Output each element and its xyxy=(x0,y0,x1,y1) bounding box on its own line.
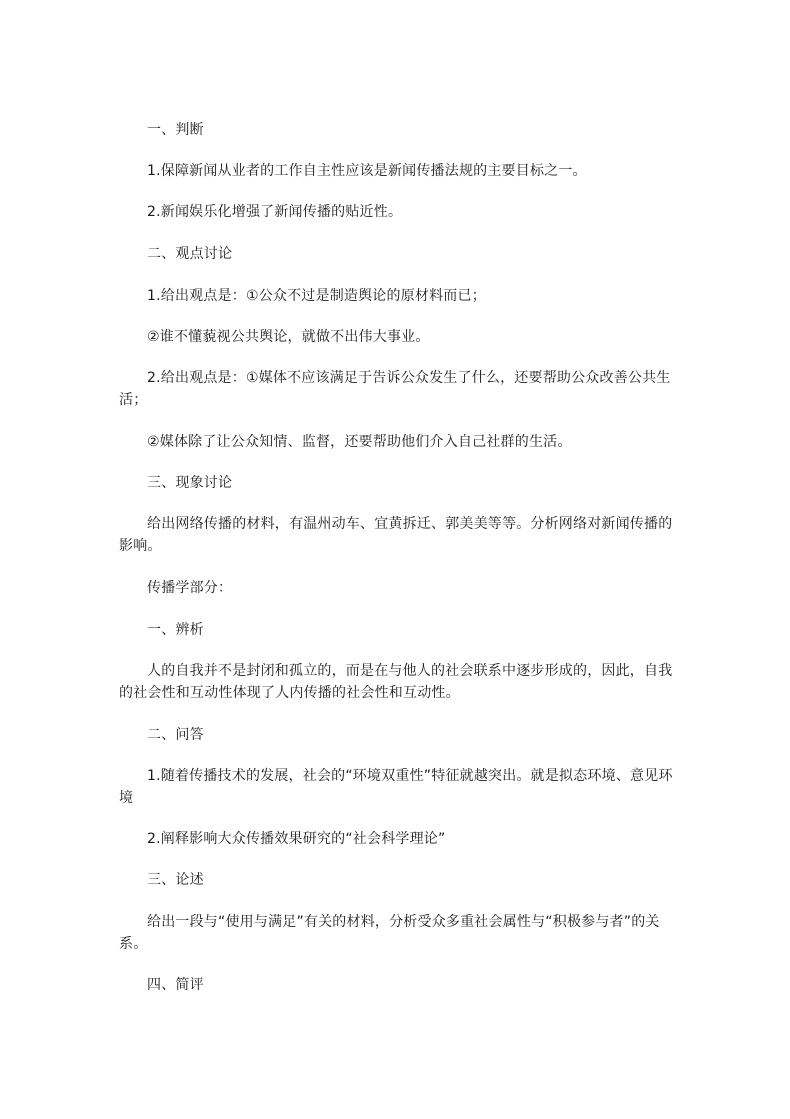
heading-viewpoint-discussion: 二、观点讨论 xyxy=(147,246,233,262)
paragraph: 1.随着传播技术的发展，社会的“环境双重性”特征就越突出。就是拟态环境、意见环境 xyxy=(119,768,673,806)
paragraph: 给出一段与“使用与满足”有关的材料，分析受众多重社会属性与“积极参与者”的关系。 xyxy=(119,914,660,952)
heading-judgment: 一、判断 xyxy=(147,122,204,138)
heading-phenomenon-discussion: 三、现象讨论 xyxy=(147,475,233,491)
paragraph: 1.给出观点是：①公众不过是制造舆论的原材料而已； xyxy=(147,288,486,304)
paragraph: ②媒体除了让公众知情、监督，还要帮助他们介入自己社群的生活。 xyxy=(147,434,572,450)
paragraph: 人的自我并不是封闭和孤立的，而是在与他人的社会联系中逐步形成的，因此，自我的社会性和互动性体现了人内传播的社会性和互动性。 xyxy=(119,663,673,701)
paragraph: 2.给出观点是：①媒体不应该满足于告诉公众发生了什么，还要帮助公众改善公共生活； xyxy=(119,370,671,408)
paragraph: 2.新闻娱乐化增强了新闻传播的贴近性。 xyxy=(147,204,403,220)
paragraph: ②谁不懂藐视公共舆论，就做不出伟大事业。 xyxy=(147,329,430,345)
paragraph: 1.保障新闻从业者的工作自主性应该是新闻传播法规的主要目标之一。 xyxy=(147,163,587,179)
heading-brief-review: 四、简评 xyxy=(147,977,204,993)
heading-analysis: 一、辨析 xyxy=(147,622,204,638)
heading-communication-section: 传播学部分： xyxy=(147,580,233,596)
heading-qa: 二、问答 xyxy=(147,727,204,743)
paragraph: 给出网络传播的材料，有温州动车、宜黄拆迁、郭美美等等。分析网络对新闻传播的影响。 xyxy=(119,516,673,554)
heading-essay: 三、论述 xyxy=(147,872,204,888)
paragraph: 2.阐释影响大众传播效果研究的“社会科学理论” xyxy=(147,831,446,847)
